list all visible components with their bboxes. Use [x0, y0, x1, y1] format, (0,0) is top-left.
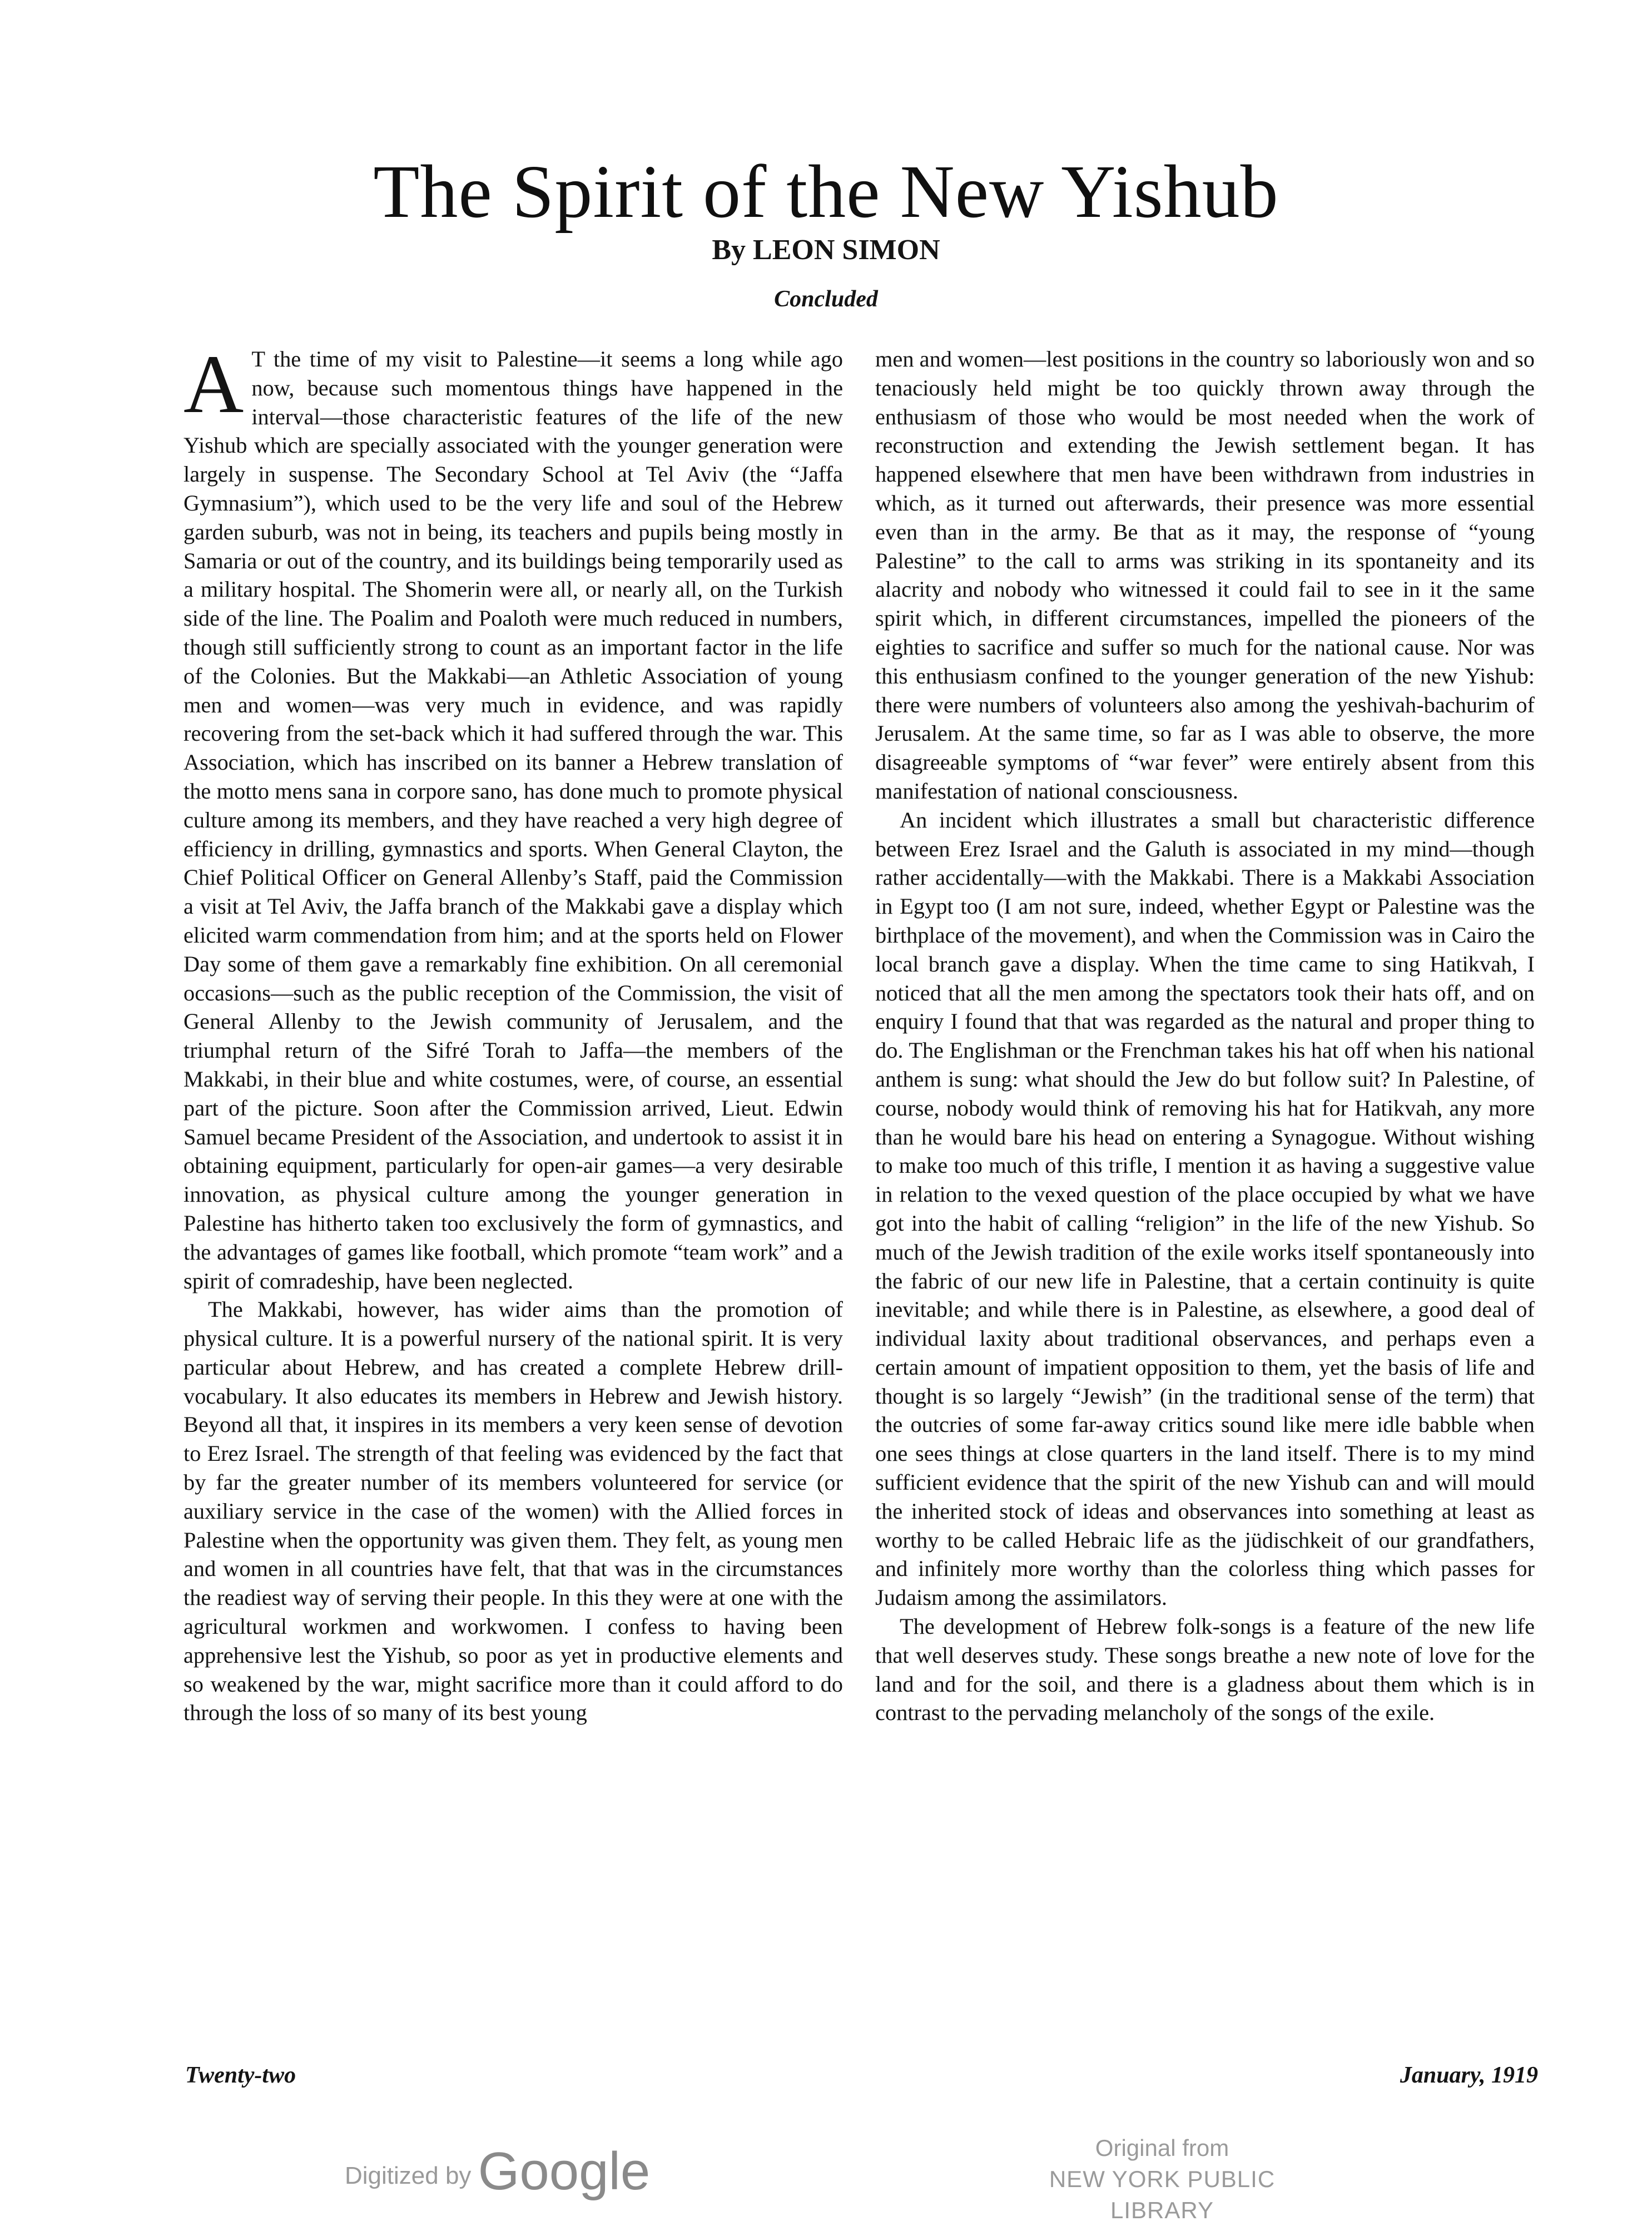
page-number: Twenty-two [185, 2063, 296, 2088]
article-byline: By LEON SIMON [712, 234, 940, 266]
digitized-watermark [345, 2141, 650, 2202]
drop-cap: A [183, 338, 244, 430]
original-from-label: Original from [1095, 2135, 1229, 2161]
paragraph-text: T the time of my visit to Palestine—it seems a long while ago now, because such momentous things have happened in the interval—those characteristic features of the life of the new Yishub which are specially associated with the younger generation were largely in suspense. The Secondary School at Tel Aviv (the “Jaffa Gymnasium”), which used to be the very life and soul of the Hebrew garden suburb, was not in being, its teachers and pupils being mostly in Samaria or out of the country, and its buildings being temporarily used as a military hospital. The Shomerin were all, or nearly all, on the Turkish side of the line. The Poalim and Poaloth were much reduced in numbers, though still sufficiently strong to count as an important factor in the life of the Colonies. But the Makkabi—an Athletic Association of young men and women—was very much in evidence, and was rapidly recovering from the set-back which it had suffered through the war. This Association, which has inscribed on its banner a Hebrew translation of the motto mens sana in corpore sano, has done much to promote physical culture among its members, and they have reached a very high degree of efficiency in drilling, gymnastics and sports. When General Clayton, the Chief Political Officer on General Allenby’s Staff, paid the Commission a visit at Tel Aviv, the Jaffa branch of the Makkabi gave a display which elicited warm commendation from him; and at the sports held on Flower Day some of them gave a remarkably fine exhibition. On all ceremonial occasions—such as the public reception of the Commission, the visit of General Allenby to the Jewish community of Jerusalem, and the triumphal return of the Sifré Torah to Jaffa—the members of the Makkabi, in their blue and white costumes, were, of course, an essential part of the picture. Soon after the Commission arrived, Lieut. Edwin Samuel became President of the Association, and undertook to assist it in obtaining equipment, particularly for open-air games—a very desirable innovation, as physical culture among the younger generation in Palestine has hitherto taken too exclusively the form of gymnastics, and the advantages of games like football, which promote “team work” and a spirit of comradeship, have been neglected. [183, 346, 843, 1293]
digitized-label: Digitized by [345, 2162, 472, 2189]
right-column [875, 345, 1535, 1727]
issue-date: January, 1919 [1400, 2063, 1538, 2088]
paragraph: The Makkabi, however, has wider aims than the promotion of physical culture. It is a powerful nursery of the national spirit. It is very particular about Hebrew, and has created a complete Hebrew drill-vocabulary. It also educates its members in Hebrew and Jewish history. Beyond all that, it inspires in its members a very keen sense of devotion to Erez Israel. The strength of that feeling was evidenced by the fact that by far the greater number of its members volunteered for service (or auxiliary service in the case of the women) with the Allied forces in Palestine when the opportunity was given them. They felt, as young men and women in all countries have felt, that that was in the circumstances the readiest way of serving their people. In this they were at one with the agricultural workmen and workwomen. I confess to having been apprehensive lest the Yishub, so poor as yet in productive elements and so weakened by the war, might sacrifice more than it could afford to do through the loss of so many of its best young [183, 1297, 843, 1726]
article-status: Concluded [774, 286, 878, 312]
left-column [183, 338, 843, 1727]
source-watermark [995, 2133, 1329, 2226]
google-logo: Google [478, 2141, 651, 2201]
paragraph: men and women—lest positions in the country so laboriously won and so tenaciously held might be too quickly thrown away through the enthusiasm of those who would be most needed when the work of reconstruction and extending the Jewish settlement began. It has happened elsewhere that men have been withdrawn from industries in which, as it turned out afterwards, their presence was more essential even than in the army. Be that as it may, the response of “young Palestine” to the call to arms was striking in its spontaneity and its alacrity and nobody who witnessed it could fail to see in it the same spirit which, in different circumstances, impelled the pioneers of the eighties to sacrifice and suffer so much for the national cause. Nor was this enthusiasm confined to the younger generation of the new Yishub: there were numbers of volunteers also among the yeshivah-bachurim of Jerusalem. At the same time, so far as I was able to observe, the more disagreeable symptoms of “war fever” were entirely absent from this manifestation of national consciousness. [875, 346, 1535, 804]
paragraph: The development of Hebrew folk-songs is a feature of the new life that well deserves study. These songs breathe a new note of love for the land and for the soil, and there is a gladness about them which is in contrast to the pervading melancholy of the songs of the exile. [875, 1614, 1535, 1726]
paragraph: An incident which illustrates a small but characteristic difference between Erez Israel and the Galuth is associated in my mind—though rather accidentally—with the Makkabi. There is a Makkabi Association in Egypt too (I am not sure, indeed, whether Egypt or Palestine was the birthplace of the movement), and when the Commission was in Cairo the local branch gave a display. When the time came to sing Hatikvah, I noticed that all the men among the spectators took their hats off, and on enquiry I found that that was regarded as the natural and proper thing to do. The Englishman or the Frenchman takes his hat off when his national anthem is sung: what should the Jew do but follow suit? In Palestine, of course, nobody would think of removing his hat for Hatikvah, any more than he would bare his head on entering a Synagogue. Without wishing to make too much of this trifle, I mention it as having a suggestive value in relation to the vexed question of the place occupied by what we have got into the habit of calling “religion” in the life of the new Yishub. So much of the Jewish tradition of the exile works itself spontaneously into the fabric of our new life in Palestine, that a certain continuity is quite inevitable; and while there is in Palestine, as elsewhere, a good deal of individual laxity about traditional observances, and perhaps even a certain amount of impatient opposition to them, yet the basis of life and thought is so largely “Jewish” (in the traditional sense of the term) that the outcries of some far-away critics sound like mere idle babble when one sees things at close quarters in the land itself. There is to my mind sufficient evidence that the spirit of the new Yishub can and will mould the inherited stock of ideas and observances into something at least as worthy to be called Hebraic life as the jüdischkeit of our grandfathers, and infinitely more worthy than the colorless thing which passes for Judaism among the assimilators. [875, 807, 1535, 1610]
paragraph [183, 338, 843, 1295]
article-title: The Spirit of the New Yishub [373, 150, 1279, 234]
library-name: NEW YORK PUBLIC LIBRARY [1049, 2166, 1276, 2223]
